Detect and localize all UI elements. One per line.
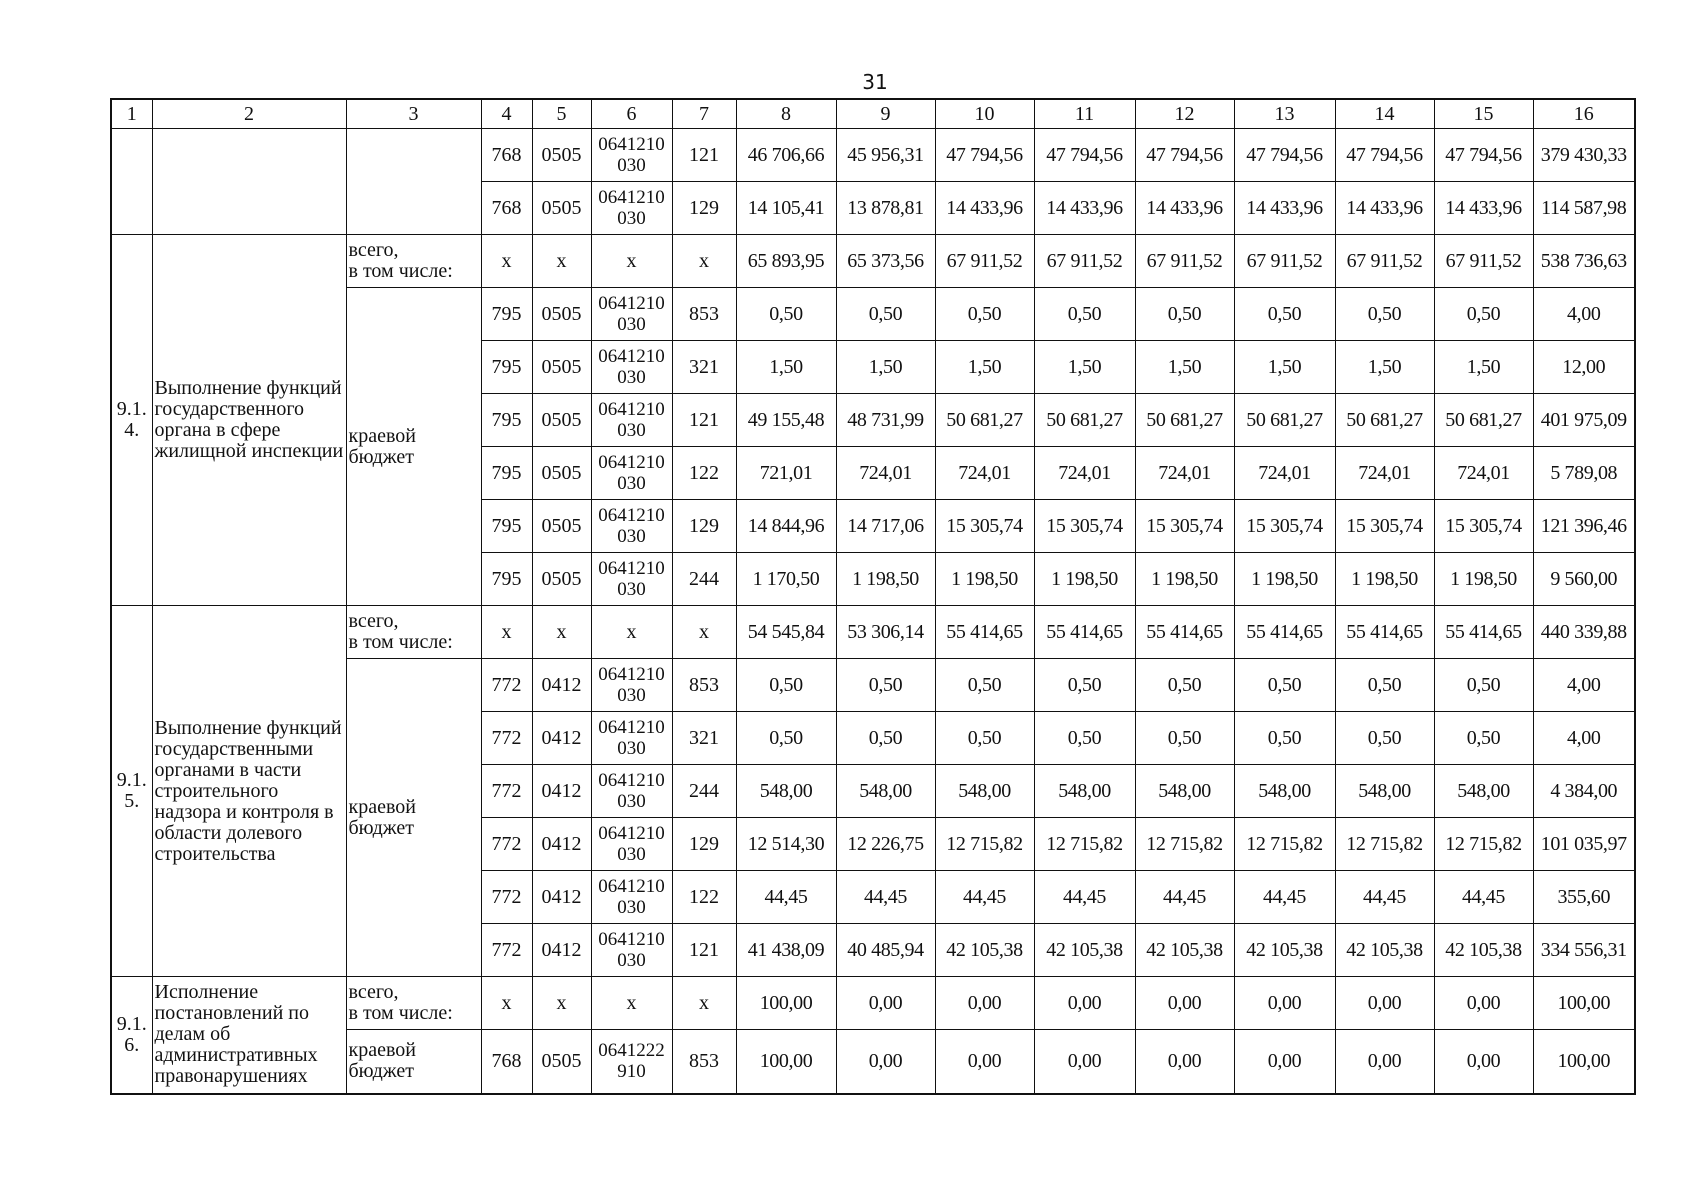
cell-section-code: 0505 [532, 447, 591, 500]
cell-target-code: 0641210 030 [591, 871, 672, 924]
cell-value-9: 0,50 [836, 712, 935, 765]
cell-value-14: 548,00 [1335, 765, 1434, 818]
cell-value-14: 724,01 [1335, 447, 1434, 500]
cell-value-13: 1 198,50 [1234, 553, 1335, 606]
cell-value-9: 12 226,75 [836, 818, 935, 871]
column-header-12: 12 [1135, 99, 1234, 129]
cell-value-10: 724,01 [935, 447, 1034, 500]
cell-value-16: 4 384,00 [1533, 765, 1635, 818]
cell-value-13: 1,50 [1234, 341, 1335, 394]
total-value-11: 0,00 [1034, 977, 1135, 1030]
cell-ministry-code: 795 [481, 394, 532, 447]
cell-target-code: 0641222 910 [591, 1030, 672, 1094]
cell-ministry-code: 768 [481, 1030, 532, 1094]
column-header-8: 8 [736, 99, 836, 129]
cell-value-15: 0,50 [1434, 659, 1533, 712]
cell-value-8: 12 514,30 [736, 818, 836, 871]
cell-value-12: 42 105,38 [1135, 924, 1234, 977]
cell-value-14: 12 715,82 [1335, 818, 1434, 871]
total-value-15: 55 414,65 [1434, 606, 1533, 659]
cell-value-14: 44,45 [1335, 871, 1434, 924]
total-value-13: 0,00 [1234, 977, 1335, 1030]
cell-value-9: 14 717,06 [836, 500, 935, 553]
cell-value-16: 5 789,08 [1533, 447, 1635, 500]
cell-target-code: 0641210 030 [591, 712, 672, 765]
cell-target-code: 0641210 030 [591, 129, 672, 182]
cell-x: х [591, 235, 672, 288]
cell-value-11: 14 433,96 [1034, 182, 1135, 235]
total-value-11: 55 414,65 [1034, 606, 1135, 659]
cell-value-13: 724,01 [1234, 447, 1335, 500]
cell-ministry-code: 768 [481, 129, 532, 182]
cell-x: х [481, 606, 532, 659]
cell-value-13: 0,50 [1234, 288, 1335, 341]
cell-value-15: 0,00 [1434, 1030, 1533, 1094]
budget-table [110, 98, 1636, 1095]
cell-value-9: 48 731,99 [836, 394, 935, 447]
cell-section-code: 0412 [532, 712, 591, 765]
column-header-9: 9 [836, 99, 935, 129]
total-row [111, 977, 1635, 1030]
cell-value-10: 1 198,50 [935, 553, 1034, 606]
cell-value-8: 14 844,96 [736, 500, 836, 553]
cell-value-13: 0,00 [1234, 1030, 1335, 1094]
cell-value-12: 548,00 [1135, 765, 1234, 818]
cell-value-8: 721,01 [736, 447, 836, 500]
cell-value-16: 4,00 [1533, 659, 1635, 712]
cell-target-code: 0641210 030 [591, 394, 672, 447]
item-name [152, 129, 346, 235]
cell-value-15: 0,50 [1434, 288, 1533, 341]
cell-value-12: 47 794,56 [1135, 129, 1234, 182]
cell-target-code: 0641210 030 [591, 659, 672, 712]
cell-value-10: 42 105,38 [935, 924, 1034, 977]
cell-ministry-code: 795 [481, 500, 532, 553]
cell-section-code: 0412 [532, 924, 591, 977]
cell-value-16: 379 430,33 [1533, 129, 1635, 182]
cell-value-11: 0,50 [1034, 659, 1135, 712]
funding-total-label: всего, в том числе: [346, 235, 481, 288]
cell-value-8: 41 438,09 [736, 924, 836, 977]
cell-expense-type: 321 [672, 341, 736, 394]
cell-ministry-code: 795 [481, 288, 532, 341]
total-value-15: 67 911,52 [1434, 235, 1533, 288]
cell-target-code: 0641210 030 [591, 447, 672, 500]
cell-value-16: 9 560,00 [1533, 553, 1635, 606]
cell-x: х [532, 606, 591, 659]
cell-value-13: 548,00 [1234, 765, 1335, 818]
total-row [111, 606, 1635, 659]
cell-value-16: 100,00 [1533, 1030, 1635, 1094]
cell-value-14: 50 681,27 [1335, 394, 1434, 447]
cell-value-11: 1,50 [1034, 341, 1135, 394]
item-name: Выполнение функций государственного органа в сфере жилищной инспекции [152, 235, 346, 606]
cell-value-13: 0,50 [1234, 659, 1335, 712]
funding-total-label: всего, в том числе: [346, 606, 481, 659]
cell-value-11: 12 715,82 [1034, 818, 1135, 871]
column-header-4: 4 [481, 99, 532, 129]
cell-value-9: 0,50 [836, 659, 935, 712]
cell-value-13: 15 305,74 [1234, 500, 1335, 553]
cell-value-16: 12,00 [1533, 341, 1635, 394]
column-header-10: 10 [935, 99, 1034, 129]
column-header-3: 3 [346, 99, 481, 129]
item-index [111, 129, 152, 235]
cell-value-15: 47 794,56 [1434, 129, 1533, 182]
cell-ministry-code: 772 [481, 818, 532, 871]
column-header-1: 1 [111, 99, 152, 129]
cell-x: х [532, 235, 591, 288]
cell-value-12: 44,45 [1135, 871, 1234, 924]
cell-x: х [481, 235, 532, 288]
cell-section-code: 0412 [532, 659, 591, 712]
cell-value-11: 0,50 [1034, 712, 1135, 765]
cell-section-code: 0505 [532, 394, 591, 447]
cell-target-code: 0641210 030 [591, 924, 672, 977]
cell-value-15: 724,01 [1434, 447, 1533, 500]
cell-value-12: 0,00 [1135, 1030, 1234, 1094]
item-index: 9.1. 5. [111, 606, 152, 977]
cell-value-8: 1,50 [736, 341, 836, 394]
cell-expense-type: 853 [672, 288, 736, 341]
cell-value-15: 44,45 [1434, 871, 1533, 924]
cell-target-code: 0641210 030 [591, 818, 672, 871]
cell-value-8: 14 105,41 [736, 182, 836, 235]
funding-total-label: всего, в том числе: [346, 977, 481, 1030]
cell-value-8: 46 706,66 [736, 129, 836, 182]
cell-value-10: 0,50 [935, 712, 1034, 765]
cell-value-12: 14 433,96 [1135, 182, 1234, 235]
cell-value-14: 0,00 [1335, 1030, 1434, 1094]
cell-value-11: 44,45 [1034, 871, 1135, 924]
cell-value-15: 12 715,82 [1434, 818, 1533, 871]
cell-x: х [591, 977, 672, 1030]
cell-value-9: 45 956,31 [836, 129, 935, 182]
cell-expense-type: 129 [672, 500, 736, 553]
cell-ministry-code: 795 [481, 447, 532, 500]
cell-x: х [672, 977, 736, 1030]
total-value-16: 440 339,88 [1533, 606, 1635, 659]
cell-value-12: 50 681,27 [1135, 394, 1234, 447]
cell-value-11: 724,01 [1034, 447, 1135, 500]
cell-value-11: 47 794,56 [1034, 129, 1135, 182]
cell-value-15: 14 433,96 [1434, 182, 1533, 235]
cell-ministry-code: 772 [481, 659, 532, 712]
item-name: Выполнение функций государственными органами в части строительного надзора и контроля в области долевого строительства [152, 606, 346, 977]
cell-value-13: 44,45 [1234, 871, 1335, 924]
cell-ministry-code: 772 [481, 924, 532, 977]
cell-value-11: 15 305,74 [1034, 500, 1135, 553]
column-header-14: 14 [1335, 99, 1434, 129]
total-value-12: 0,00 [1135, 977, 1234, 1030]
cell-value-14: 1 198,50 [1335, 553, 1434, 606]
cell-value-9: 724,01 [836, 447, 935, 500]
cell-x: х [672, 235, 736, 288]
cell-value-15: 42 105,38 [1434, 924, 1533, 977]
cell-value-16: 401 975,09 [1533, 394, 1635, 447]
cell-section-code: 0505 [532, 500, 591, 553]
column-header-2: 2 [152, 99, 346, 129]
cell-value-11: 50 681,27 [1034, 394, 1135, 447]
cell-value-8: 0,50 [736, 659, 836, 712]
total-value-8: 100,00 [736, 977, 836, 1030]
cell-value-9: 13 878,81 [836, 182, 935, 235]
cell-value-8: 548,00 [736, 765, 836, 818]
cell-value-10: 0,50 [935, 288, 1034, 341]
cell-value-13: 0,50 [1234, 712, 1335, 765]
total-value-13: 55 414,65 [1234, 606, 1335, 659]
total-value-14: 0,00 [1335, 977, 1434, 1030]
cell-value-15: 1 198,50 [1434, 553, 1533, 606]
total-value-9: 53 306,14 [836, 606, 935, 659]
funding-source: краевой бюджет [346, 1030, 481, 1094]
column-header-6: 6 [591, 99, 672, 129]
column-header-11: 11 [1034, 99, 1135, 129]
cell-expense-type: 853 [672, 1030, 736, 1094]
cell-section-code: 0505 [532, 182, 591, 235]
total-value-16: 100,00 [1533, 977, 1635, 1030]
cell-value-14: 14 433,96 [1335, 182, 1434, 235]
cell-value-16: 101 035,97 [1533, 818, 1635, 871]
cell-value-11: 0,00 [1034, 1030, 1135, 1094]
cell-x: х [532, 977, 591, 1030]
cell-value-10: 50 681,27 [935, 394, 1034, 447]
total-value-11: 67 911,52 [1034, 235, 1135, 288]
total-value-9: 65 373,56 [836, 235, 935, 288]
item-name: Исполнение постановлений по делам об административных правонарушениях [152, 977, 346, 1094]
cell-value-16: 121 396,46 [1533, 500, 1635, 553]
column-header-5: 5 [532, 99, 591, 129]
cell-value-8: 44,45 [736, 871, 836, 924]
cell-expense-type: 244 [672, 553, 736, 606]
cell-expense-type: 121 [672, 394, 736, 447]
cell-value-15: 548,00 [1434, 765, 1533, 818]
total-value-14: 67 911,52 [1335, 235, 1434, 288]
cell-value-12: 1,50 [1135, 341, 1234, 394]
cell-value-14: 47 794,56 [1335, 129, 1434, 182]
total-row [111, 235, 1635, 288]
cell-section-code: 0505 [532, 288, 591, 341]
cell-value-14: 15 305,74 [1335, 500, 1434, 553]
cell-target-code: 0641210 030 [591, 182, 672, 235]
header-row [111, 99, 1635, 129]
funding-source: краевой бюджет [346, 288, 481, 606]
cell-value-16: 355,60 [1533, 871, 1635, 924]
cell-section-code: 0412 [532, 871, 591, 924]
cell-value-11: 0,50 [1034, 288, 1135, 341]
cell-target-code: 0641210 030 [591, 500, 672, 553]
cell-section-code: 0412 [532, 818, 591, 871]
cell-target-code: 0641210 030 [591, 553, 672, 606]
cell-value-14: 0,50 [1335, 712, 1434, 765]
column-header-7: 7 [672, 99, 736, 129]
cell-value-12: 12 715,82 [1135, 818, 1234, 871]
total-value-13: 67 911,52 [1234, 235, 1335, 288]
cell-section-code: 0505 [532, 341, 591, 394]
cell-value-10: 0,00 [935, 1030, 1034, 1094]
cell-expense-type: 122 [672, 447, 736, 500]
cell-value-10: 1,50 [935, 341, 1034, 394]
cell-value-9: 0,50 [836, 288, 935, 341]
cell-value-9: 44,45 [836, 871, 935, 924]
cell-value-11: 1 198,50 [1034, 553, 1135, 606]
total-value-16: 538 736,63 [1533, 235, 1635, 288]
cell-ministry-code: 795 [481, 553, 532, 606]
cell-value-12: 724,01 [1135, 447, 1234, 500]
cell-expense-type: 244 [672, 765, 736, 818]
cell-value-16: 4,00 [1533, 712, 1635, 765]
cell-value-11: 42 105,38 [1034, 924, 1135, 977]
total-value-14: 55 414,65 [1335, 606, 1434, 659]
cell-value-13: 42 105,38 [1234, 924, 1335, 977]
cell-value-9: 548,00 [836, 765, 935, 818]
page-number: 31 [862, 70, 888, 94]
total-value-15: 0,00 [1434, 977, 1533, 1030]
cell-ministry-code: 795 [481, 341, 532, 394]
funding-source: краевой бюджет [346, 659, 481, 977]
cell-target-code: 0641210 030 [591, 765, 672, 818]
item-index: 9.1. 4. [111, 235, 152, 606]
cell-ministry-code: 772 [481, 871, 532, 924]
cell-value-10: 0,50 [935, 659, 1034, 712]
cell-expense-type: 129 [672, 818, 736, 871]
cell-value-15: 1,50 [1434, 341, 1533, 394]
cell-value-10: 44,45 [935, 871, 1034, 924]
cell-value-11: 548,00 [1034, 765, 1135, 818]
cell-value-13: 12 715,82 [1234, 818, 1335, 871]
cell-value-13: 14 433,96 [1234, 182, 1335, 235]
cell-value-14: 42 105,38 [1335, 924, 1434, 977]
column-header-15: 15 [1434, 99, 1533, 129]
cell-value-10: 14 433,96 [935, 182, 1034, 235]
cell-value-16: 334 556,31 [1533, 924, 1635, 977]
total-value-10: 0,00 [935, 977, 1034, 1030]
total-value-8: 54 545,84 [736, 606, 836, 659]
cell-expense-type: 121 [672, 924, 736, 977]
cell-value-9: 40 485,94 [836, 924, 935, 977]
cell-section-code: 0505 [532, 129, 591, 182]
cell-value-10: 548,00 [935, 765, 1034, 818]
cell-value-10: 12 715,82 [935, 818, 1034, 871]
cell-value-12: 0,50 [1135, 288, 1234, 341]
cell-target-code: 0641210 030 [591, 288, 672, 341]
cell-expense-type: 121 [672, 129, 736, 182]
cell-x: х [672, 606, 736, 659]
cell-value-12: 1 198,50 [1135, 553, 1234, 606]
total-value-9: 0,00 [836, 977, 935, 1030]
cell-expense-type: 129 [672, 182, 736, 235]
cell-value-15: 15 305,74 [1434, 500, 1533, 553]
cell-value-16: 4,00 [1533, 288, 1635, 341]
cell-value-8: 100,00 [736, 1030, 836, 1094]
cell-value-10: 15 305,74 [935, 500, 1034, 553]
cell-value-8: 49 155,48 [736, 394, 836, 447]
total-value-10: 67 911,52 [935, 235, 1034, 288]
cell-value-15: 0,50 [1434, 712, 1533, 765]
table-row [111, 129, 1635, 182]
total-value-12: 55 414,65 [1135, 606, 1234, 659]
cell-value-8: 1 170,50 [736, 553, 836, 606]
cell-value-9: 0,00 [836, 1030, 935, 1094]
cell-expense-type: 321 [672, 712, 736, 765]
cell-value-12: 0,50 [1135, 659, 1234, 712]
column-header-16: 16 [1533, 99, 1635, 129]
cell-ministry-code: 772 [481, 765, 532, 818]
cell-ministry-code: 772 [481, 712, 532, 765]
cell-value-14: 0,50 [1335, 288, 1434, 341]
total-value-8: 65 893,95 [736, 235, 836, 288]
cell-value-14: 1,50 [1335, 341, 1434, 394]
cell-x: х [481, 977, 532, 1030]
cell-value-15: 50 681,27 [1434, 394, 1533, 447]
cell-value-9: 1,50 [836, 341, 935, 394]
item-index: 9.1. 6. [111, 977, 152, 1094]
cell-value-12: 15 305,74 [1135, 500, 1234, 553]
funding-source [346, 129, 481, 235]
cell-value-16: 114 587,98 [1533, 182, 1635, 235]
cell-expense-type: 122 [672, 871, 736, 924]
total-value-10: 55 414,65 [935, 606, 1034, 659]
cell-target-code: 0641210 030 [591, 341, 672, 394]
cell-section-code: 0505 [532, 553, 591, 606]
cell-section-code: 0412 [532, 765, 591, 818]
cell-section-code: 0505 [532, 1030, 591, 1094]
cell-value-14: 0,50 [1335, 659, 1434, 712]
cell-value-10: 47 794,56 [935, 129, 1034, 182]
total-value-12: 67 911,52 [1135, 235, 1234, 288]
cell-expense-type: 853 [672, 659, 736, 712]
cell-value-9: 1 198,50 [836, 553, 935, 606]
cell-value-8: 0,50 [736, 288, 836, 341]
cell-value-8: 0,50 [736, 712, 836, 765]
cell-value-13: 47 794,56 [1234, 129, 1335, 182]
cell-x: х [591, 606, 672, 659]
cell-value-12: 0,50 [1135, 712, 1234, 765]
column-header-13: 13 [1234, 99, 1335, 129]
cell-value-13: 50 681,27 [1234, 394, 1335, 447]
cell-ministry-code: 768 [481, 182, 532, 235]
